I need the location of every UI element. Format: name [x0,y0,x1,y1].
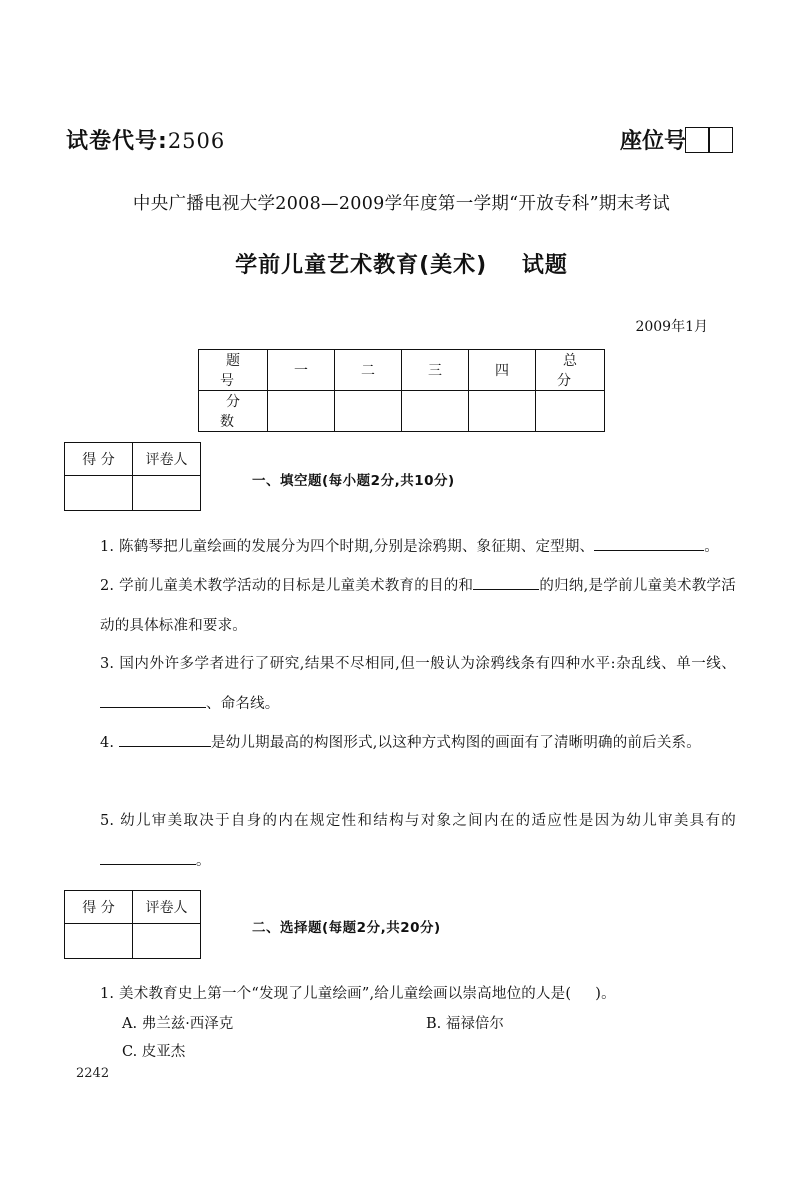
score-input-cell[interactable] [402,391,469,432]
paper-code-number: 2506 [167,129,226,153]
score-table [198,349,605,432]
question-text: 、命名线。 [206,696,280,712]
answer-blank[interactable] [100,693,206,708]
score-input-cell[interactable] [268,391,335,432]
score-table-cell: 三 [402,350,469,391]
score-table-cell: 二 [335,350,402,391]
question-3 [64,644,736,724]
score-input-cell[interactable] [335,391,402,432]
score-table-cell: 分 数 [199,391,268,432]
option-b[interactable]: B. 福禄倍尔 [426,1016,504,1032]
grade-box [64,890,201,959]
question-text: 5. 幼儿审美取决于自身的内在规定性和结构与对象之间内在的适应性是因为幼儿审美具有的 [100,813,736,829]
seat-number-box[interactable] [685,127,710,153]
question-1 [64,527,736,567]
question-2 [64,566,736,646]
score-input-cell[interactable] [469,391,536,432]
score-table-cell: 总 分 [536,350,605,391]
answer-blank[interactable] [473,575,539,590]
answer-blank[interactable] [100,850,196,865]
score-table-cell: 一 [268,350,335,391]
answer-blank[interactable] [119,732,211,747]
question-5 [64,801,736,881]
section-title: 二、选择题(每题2分,共20分) [252,920,441,936]
question-text: 1. 陈鹤琴把儿童绘画的发展分为四个时期,分别是涂鸦期、象征期、定型期、 [100,539,595,555]
exam-header: 中央广播电视大学2008—2009学年度第一学期“开放专科”期末考试 [132,194,671,214]
page-number: 2242 [76,1066,110,1081]
grade-box-label: 得 分 [65,443,133,476]
grade-box-score-cell[interactable] [65,924,133,959]
grade-box-score-cell[interactable] [65,476,133,511]
score-table-cell: 四 [469,350,536,391]
question-text: 。 [196,853,211,869]
score-input-cell[interactable] [536,391,605,432]
option-c[interactable]: C. 皮亚杰 [122,1044,186,1060]
grade-box-grader-cell[interactable] [133,476,201,511]
seat-number [620,124,733,155]
question-text: 3. 国内外许多学者进行了研究,结果不尽相同,但一般认为涂鸦线条有四种水平:杂乱线、单一线、 [100,656,736,672]
question-text: 的归纳,是学前儿童美术教学活动的具体标准和要求。 [100,578,736,634]
exam-title: 学前儿童艺术教育(美术) 试题 [235,253,568,278]
grade-box-label: 得 分 [65,891,133,924]
grade-box-label: 评卷人 [133,891,201,924]
answer-blank[interactable] [594,536,704,551]
grade-box-grader-cell[interactable] [133,924,201,959]
paper-code [66,124,225,155]
seat-number-label: 座位号 [619,129,686,154]
question-text: 。 [704,539,719,555]
question-text: 是幼儿期最高的构图形式,以这种方式构图的画面有了清晰明确的前后关系。 [211,735,701,751]
exam-date: 2009年1月 [635,319,708,335]
score-table-header-row [199,350,605,391]
question-mc-1 [64,974,736,1014]
section-title: 一、填空题(每小题2分,共10分) [252,473,455,489]
score-table-cell: 题 号 [199,350,268,391]
question-text: 2. 学前儿童美术教学活动的目标是儿童美术教育的目的和 [100,578,474,594]
question-4 [64,723,736,763]
question-text: 1. 美术教育史上第一个“发现了儿童绘画”,给儿童绘画以崇高地位的人是( )。 [100,986,616,1002]
paper-code-label: 试卷代号: [66,129,168,154]
seat-number-box[interactable] [708,127,733,153]
option-a[interactable]: A. 弗兰兹·西泽克 [122,1016,234,1032]
question-text: 4. [100,735,120,751]
grade-box [64,442,201,511]
score-table-score-row [199,391,605,432]
grade-box-label: 评卷人 [133,443,201,476]
